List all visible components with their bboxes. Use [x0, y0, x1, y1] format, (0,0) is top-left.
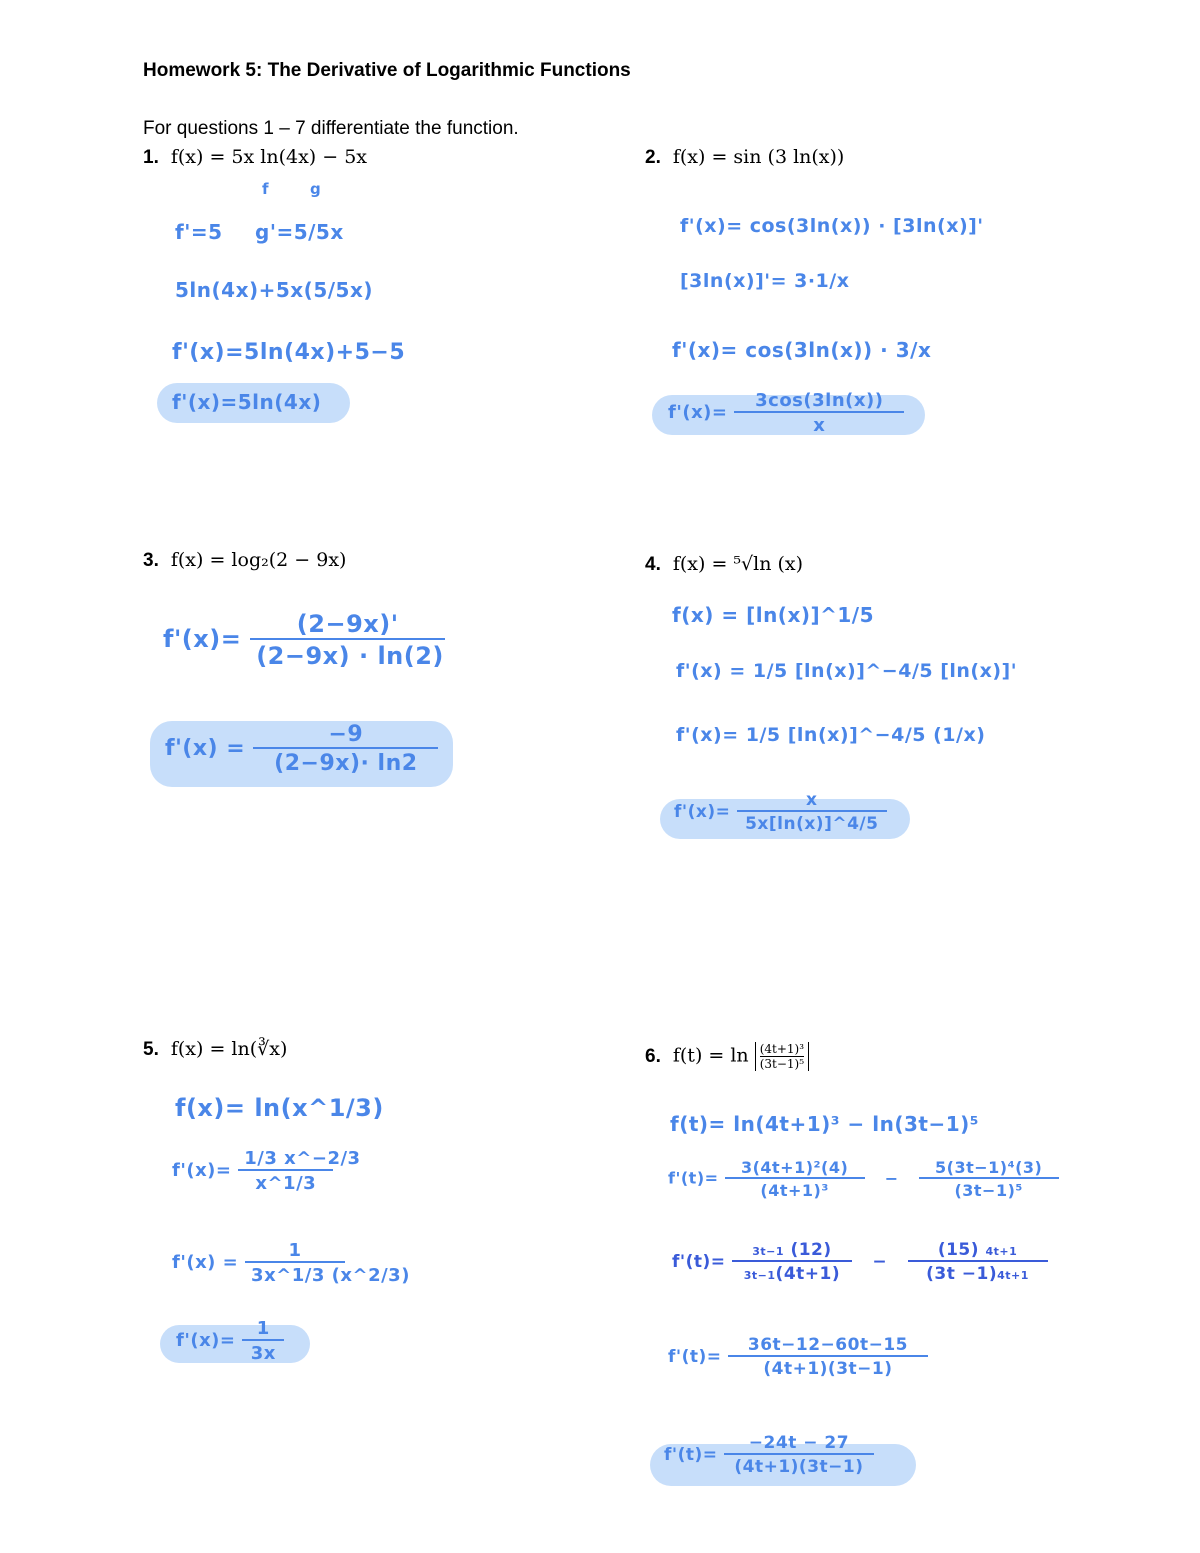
- line-numerator: (15): [937, 1240, 980, 1260]
- line-lhs: f'(t)=: [668, 1347, 722, 1367]
- line-lhs: f'(x) =: [172, 1252, 239, 1273]
- minus-sign: −: [884, 1168, 899, 1188]
- line-denominator: (4t+1): [775, 1264, 841, 1284]
- work-line: f(x)= ln(x^1/3): [175, 1094, 384, 1122]
- line-denominator: 3x^1/3 (x^2/3): [245, 1261, 345, 1286]
- work-line: [172, 1148, 361, 1194]
- work-line: f'(x)= cos(3ln(x)) · [3ln(x)]': [680, 215, 984, 237]
- answer-lhs: f'(t)=: [664, 1445, 718, 1465]
- answer-denominator: (4t+1)(3t−1): [724, 1453, 874, 1477]
- work-line: f(x) = [ln(x)]^1/5: [672, 603, 875, 627]
- question-number: 5.: [143, 1039, 159, 1060]
- answer: [674, 790, 887, 834]
- minus-sign: −: [872, 1252, 888, 1272]
- work-line: [672, 1240, 1048, 1284]
- work-line: f'=5: [175, 220, 223, 244]
- line-numerator: (2−9x)': [296, 610, 399, 638]
- answer: [165, 722, 438, 776]
- label-f: f: [262, 180, 270, 198]
- work-line: [163, 610, 445, 670]
- line-denominator: (2−9x) · ln(2): [250, 638, 445, 670]
- work-line: [3ln(x)]'= 3·1/x: [680, 270, 850, 292]
- question-prompt-lhs: f(t) = ln: [672, 1044, 749, 1067]
- question-4: [645, 553, 803, 576]
- answer-lhs: f'(x) =: [165, 736, 246, 761]
- question-2: [645, 146, 844, 169]
- answer: [176, 1318, 284, 1364]
- prompt-denominator: (3t−1)⁵: [759, 1057, 805, 1071]
- question-number: 1.: [143, 147, 159, 168]
- work-line: [668, 1158, 1059, 1200]
- question-3: [143, 549, 346, 572]
- line-denominator: (3t−1)⁵: [919, 1177, 1059, 1200]
- line-numerator: 36t−12−60t−15: [747, 1335, 908, 1355]
- line-lhs: f'(t)=: [672, 1252, 726, 1272]
- line-lhs: f'(t)=: [668, 1168, 719, 1188]
- question-number: 4.: [645, 554, 661, 575]
- question-number: 3.: [143, 550, 159, 571]
- cancel-note: 3t−1: [743, 1269, 776, 1282]
- line-numerator: 3(4t+1)²(4): [740, 1158, 849, 1177]
- question-6: [645, 1042, 809, 1071]
- answer-lhs: f'(x)=: [176, 1330, 236, 1351]
- work-line: [668, 1335, 928, 1379]
- question-prompt: f(x) = 5x ln(4x) − 5x: [170, 146, 368, 168]
- line-denominator: (4t+1)(3t−1): [728, 1355, 928, 1379]
- work-line: 5ln(4x)+5x(5/5x): [175, 278, 373, 302]
- question-prompt: f(x) = log₂(2 − 9x): [170, 549, 347, 571]
- work-line: f'(x)= 1/5 [ln(x)]^−4/5 (1/x): [676, 724, 986, 746]
- page-title: Homework 5: The Derivative of Logarithmic Functions: [143, 60, 631, 81]
- answer-numerator: −24t − 27: [748, 1433, 850, 1453]
- answer-denominator: 3x: [242, 1339, 284, 1364]
- answer-numerator: 1: [256, 1318, 270, 1339]
- line-denominator: x^1/3: [238, 1169, 333, 1194]
- label-g: g: [310, 180, 322, 198]
- cancel-note: 4t+1: [997, 1269, 1029, 1282]
- line-numerator: 1: [288, 1240, 302, 1261]
- answer-denominator: x: [734, 411, 904, 436]
- question-5: [143, 1038, 287, 1061]
- prompt-numerator: (4t+1)³: [759, 1042, 805, 1056]
- answer-numerator: x: [806, 790, 818, 810]
- work-line: f(t)= ln(4t+1)³ − ln(3t−1)⁵: [670, 1112, 980, 1136]
- answer: [664, 1433, 874, 1477]
- line-lhs: f'(x)=: [172, 1160, 232, 1181]
- answer-lhs: f'(x)=: [668, 402, 728, 423]
- work-line: f'(x)= cos(3ln(x)) · 3/x: [672, 338, 932, 362]
- line-numerator: 5(3t−1)⁴(3): [935, 1158, 1043, 1177]
- line-numerator: (12): [790, 1240, 832, 1260]
- question-prompt: f(x) = sin (3 ln(x)): [672, 146, 845, 168]
- answer-numerator: −9: [328, 722, 364, 747]
- work-line: f'(x) = 1/5 [ln(x)]^−4/5 [ln(x)]': [676, 660, 1018, 682]
- answer-denominator: (2−9x)· ln2: [253, 747, 438, 776]
- work-line: [172, 1240, 410, 1286]
- cancel-note: 3t−1: [752, 1245, 785, 1258]
- line-denominator: (4t+1)³: [725, 1177, 865, 1200]
- answer-denominator: 5x[ln(x)]^4/5: [737, 810, 887, 834]
- line-lhs: f'(x)=: [163, 625, 242, 653]
- question-number: 6.: [645, 1045, 661, 1067]
- answer: [668, 390, 904, 436]
- instructions: For questions 1 – 7 differentiate the function.: [143, 118, 519, 139]
- answer-lhs: f'(x)=: [674, 802, 731, 822]
- work-line: g'=5/5x: [255, 220, 344, 244]
- question-1: [143, 146, 367, 169]
- answer: f'(x)=5ln(4x): [172, 390, 322, 414]
- line-denominator: (3t −1): [926, 1264, 998, 1284]
- question-prompt: f(x) = ln(∛x): [170, 1038, 288, 1060]
- question-number: 2.: [645, 147, 661, 168]
- work-line: f'(x)=5ln(4x)+5−5: [172, 340, 406, 365]
- cancel-note: 4t+1: [985, 1245, 1018, 1258]
- answer-numerator: 3cos(3ln(x)): [755, 390, 884, 411]
- line-numerator: 1/3 x^−2/3: [244, 1148, 361, 1169]
- question-prompt: f(x) = ⁵√ln (x): [672, 553, 804, 575]
